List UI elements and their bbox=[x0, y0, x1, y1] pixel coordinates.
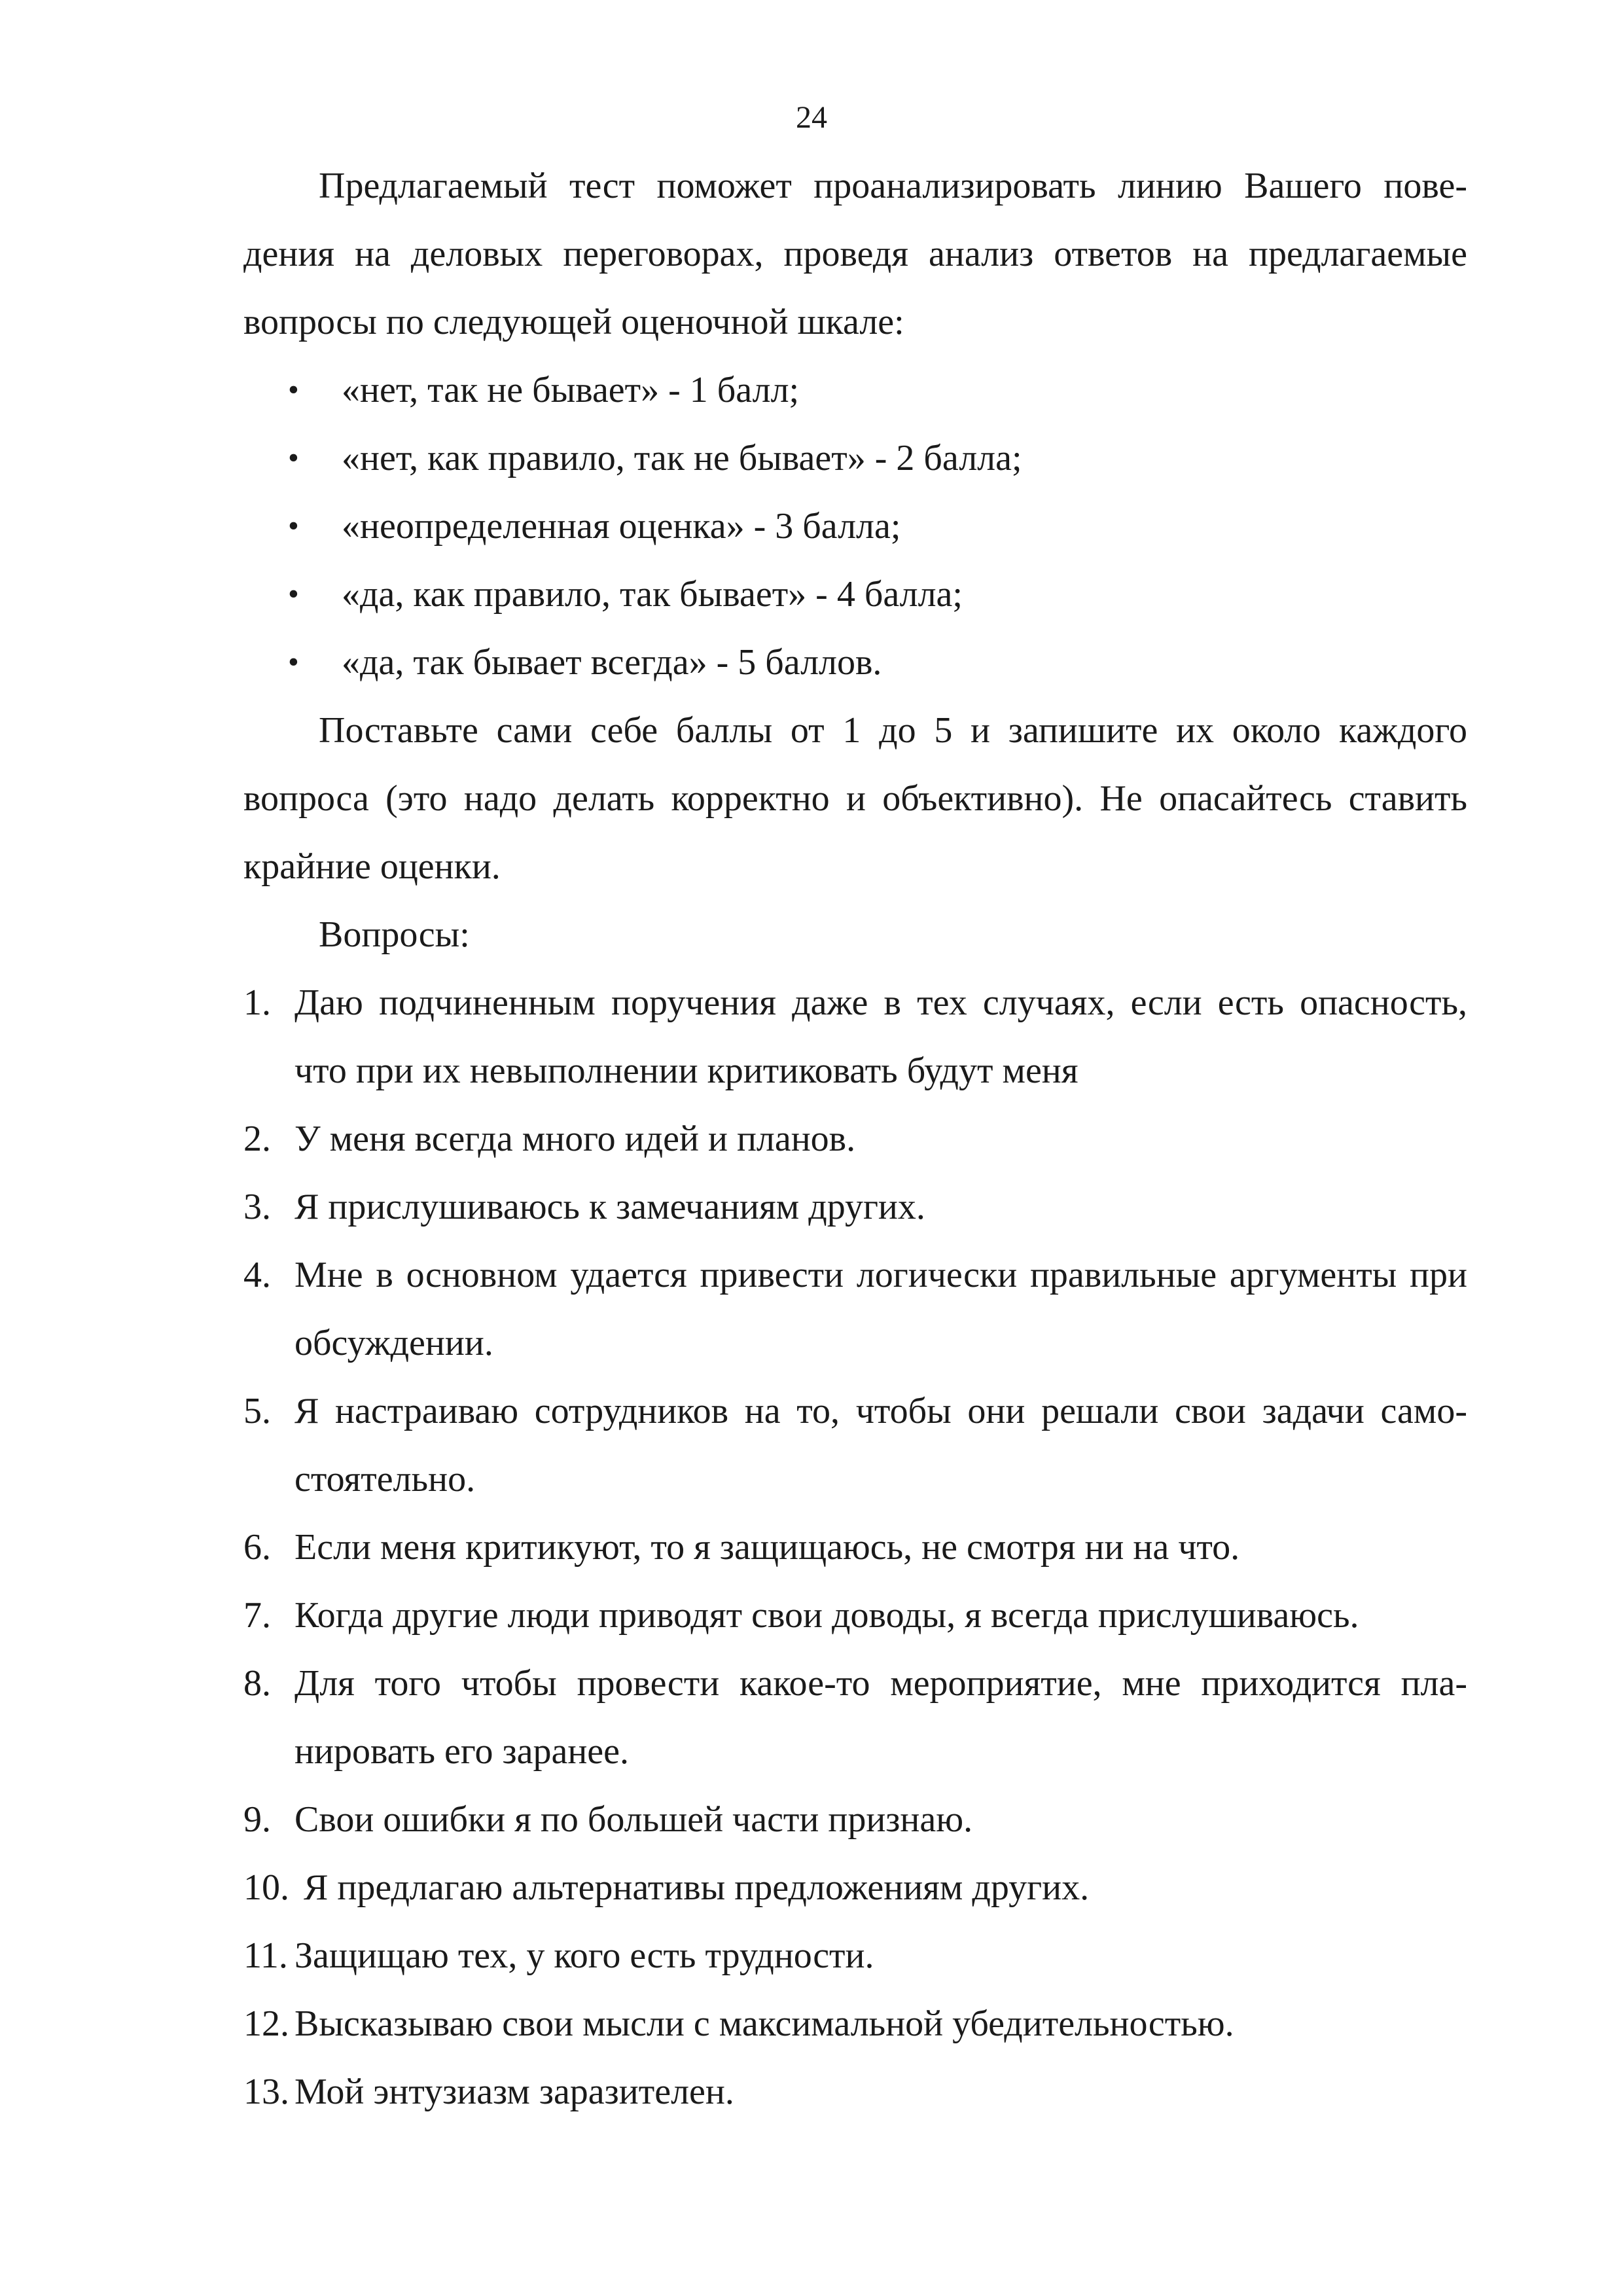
scale-item-text: «да, так бывает всегда» - 5 баллов. bbox=[342, 642, 882, 683]
question-number: 6. bbox=[243, 1527, 271, 1568]
question-item bbox=[243, 969, 1467, 1105]
scale-list bbox=[243, 356, 1467, 696]
question-number: 2. bbox=[243, 1119, 271, 1159]
question-item bbox=[243, 1922, 1467, 1990]
question-text: Когда другие люди приводят свои доводы, я всегда прислушиваюсь. bbox=[294, 1595, 1359, 1636]
question-number: 5. bbox=[243, 1391, 271, 1431]
question-text: Высказываю свои мысли с максимальной убедительностью. bbox=[294, 2003, 1234, 2044]
question-item bbox=[243, 1581, 1467, 1649]
question-number: 1. bbox=[243, 982, 271, 1023]
question-item bbox=[243, 1785, 1467, 1854]
document-body bbox=[243, 152, 1467, 2126]
question-text: Свои ошибки я по большей части признаю. bbox=[294, 1799, 973, 1840]
question-item bbox=[243, 1377, 1467, 1513]
question-item bbox=[243, 1990, 1467, 2058]
page-number: 24 bbox=[796, 100, 827, 135]
question-item bbox=[243, 1854, 1467, 1922]
bullet-icon: • bbox=[288, 509, 299, 543]
intro-paragraph: Предлагаемый тест поможет проанализировать линию Вашего поведения на деловых переговорах, проведя анализ ответов на предлагаемые вопросы по следующей оценочной шкале: bbox=[243, 166, 1467, 342]
scale-item bbox=[243, 560, 1467, 628]
bullet-icon: • bbox=[288, 440, 299, 475]
question-number: 9. bbox=[243, 1799, 271, 1840]
question-text: Если меня критикуют, то я защищаюсь, не смотря ни на что. bbox=[294, 1527, 1240, 1568]
scale-item-text: «да, как правило, так бывает» - 4 балла; bbox=[342, 574, 963, 615]
question-number: 4. bbox=[243, 1255, 271, 1295]
questions-heading: Вопросы: bbox=[319, 914, 470, 955]
question-number: 13. bbox=[243, 2072, 289, 2112]
question-number: 10. bbox=[243, 1867, 289, 1908]
question-text: Я прислушиваюсь к замечаниям других. bbox=[294, 1187, 925, 1227]
scale-item-text: «нет, как правило, так не бывает» - 2 балла; bbox=[342, 438, 1022, 478]
question-number: 8. bbox=[243, 1663, 271, 1704]
scale-item bbox=[243, 492, 1467, 560]
question-text: Даю подчиненным поручения даже в тех случаях, если есть опасность, что при их невыполнении критиковать будут меня bbox=[294, 982, 1467, 1091]
question-text: Для того чтобы провести какое-то мероприятие, мне приходится планировать его заранее. bbox=[294, 1663, 1467, 1772]
question-item bbox=[243, 1241, 1467, 1377]
question-item bbox=[243, 1105, 1467, 1173]
bullet-icon: • bbox=[288, 372, 299, 407]
bullet-icon: • bbox=[288, 645, 299, 679]
question-text: Мне в основном удается привести логически правильные аргументы при обсуждении. bbox=[294, 1255, 1467, 1363]
question-item bbox=[243, 1649, 1467, 1785]
question-item bbox=[243, 2058, 1467, 2126]
question-item bbox=[243, 1173, 1467, 1241]
question-text: У меня всегда много идей и планов. bbox=[294, 1119, 856, 1159]
scale-item bbox=[243, 424, 1467, 492]
scale-item bbox=[243, 628, 1467, 696]
question-number: 11. bbox=[243, 1935, 288, 1976]
question-item bbox=[243, 1513, 1467, 1581]
question-text: Защищаю тех, у кого есть трудности. bbox=[294, 1935, 874, 1976]
bullet-icon: • bbox=[288, 577, 299, 611]
question-text: Я настраиваю сотрудников на то, чтобы они решали свои задачи самостоятельно. bbox=[294, 1391, 1467, 1499]
scale-item-text: «неопределенная оценка» - 3 балла; bbox=[342, 506, 901, 547]
question-text: Я предлагаю альтернативы предложениям других. bbox=[304, 1867, 1090, 1908]
questions-list bbox=[243, 969, 1467, 2126]
question-number: 7. bbox=[243, 1595, 271, 1636]
question-number: 12. bbox=[243, 2003, 289, 2044]
scale-item-text: «нет, так не бывает» - 1 балл; bbox=[342, 370, 800, 410]
instruction-paragraph: Поставьте сами себе баллы от 1 до 5 и запишите их около каждого вопроса (это надо делать корректно и объективно). Не опасайтесь ставить крайние оценки. bbox=[243, 710, 1467, 887]
scale-item bbox=[243, 356, 1467, 424]
question-number: 3. bbox=[243, 1187, 271, 1227]
question-text: Мой энтузиазм заразителен. bbox=[294, 2072, 734, 2112]
